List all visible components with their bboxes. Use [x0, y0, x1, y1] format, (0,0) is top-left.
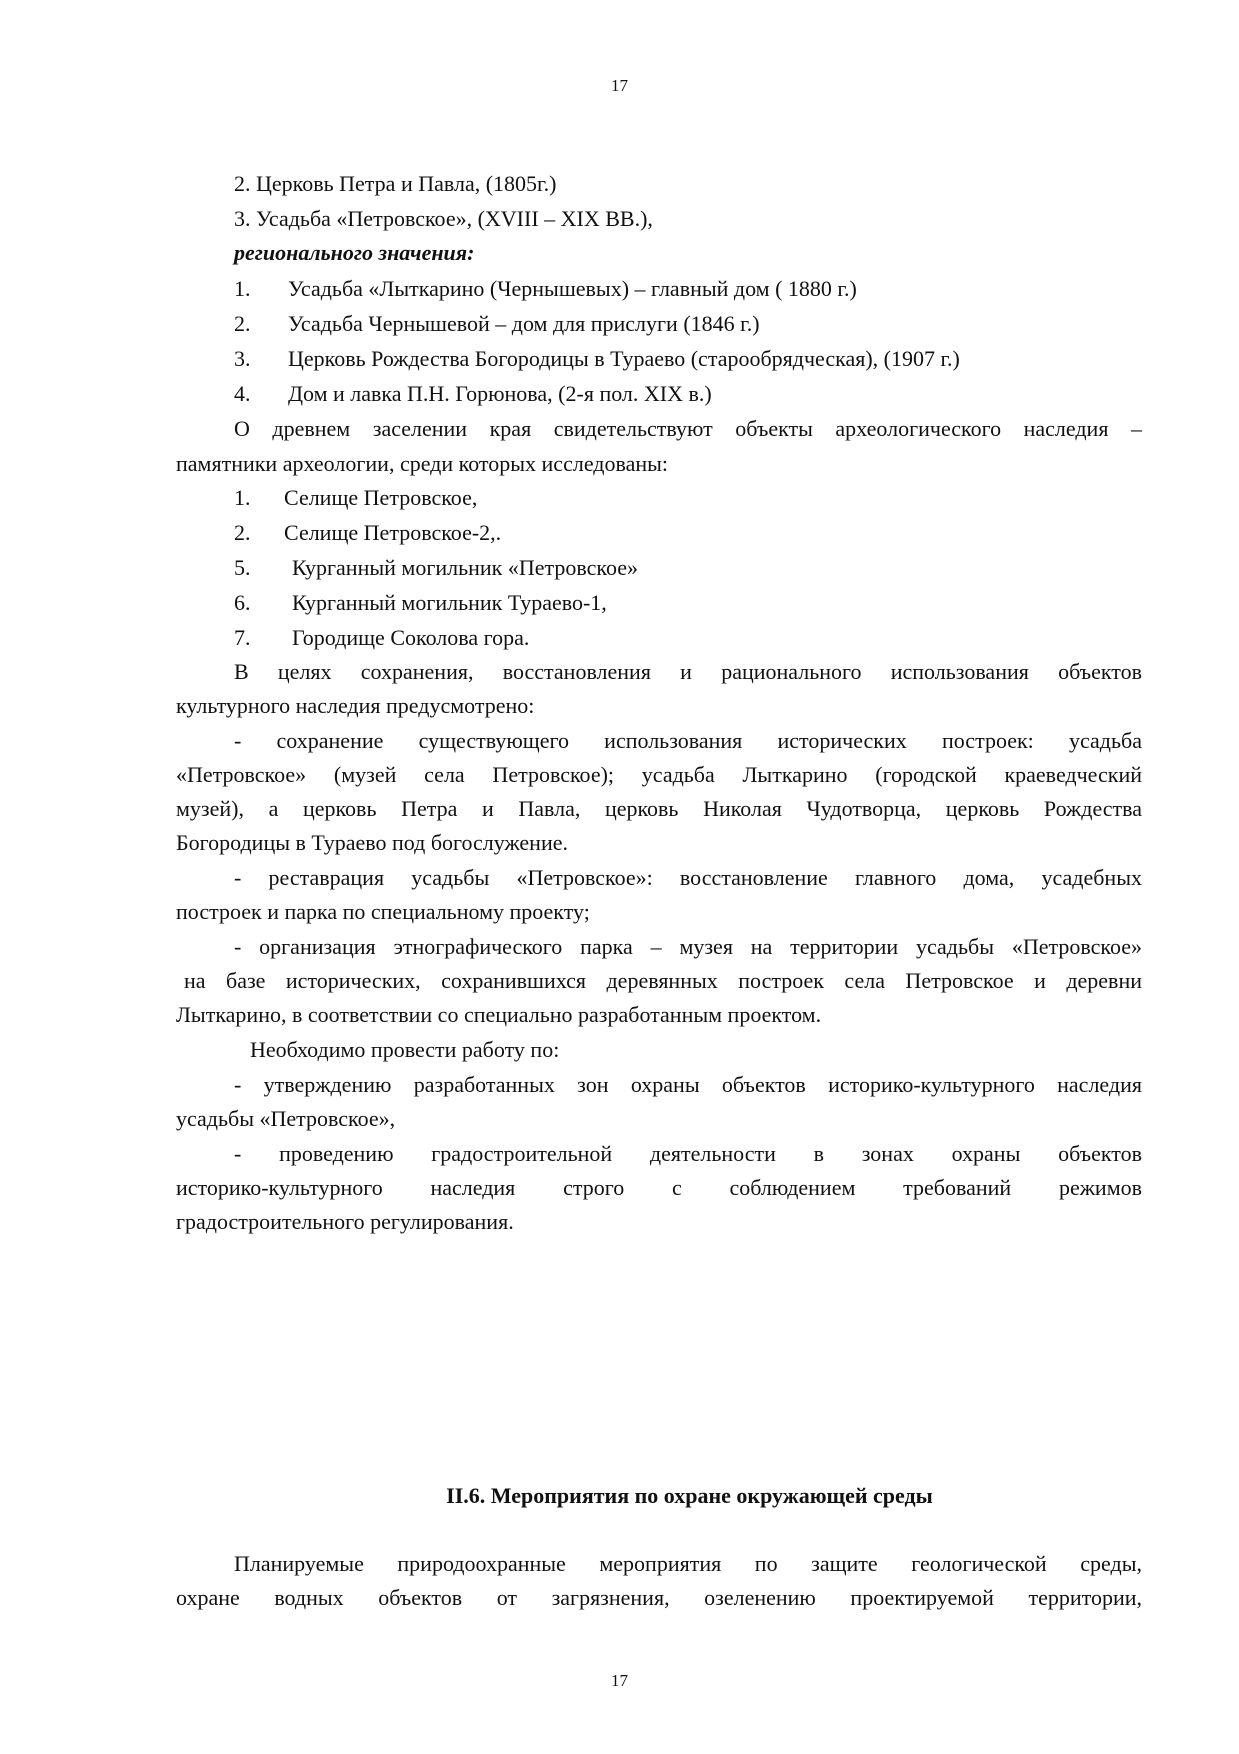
list-item: Дом и лавка П.Н. Горюнова, (2-я пол. XIX в.)	[288, 381, 712, 406]
list-item: Курганный могильник «Петровское»	[292, 555, 639, 580]
paragraph-line: Лыткарино, в соответствии со специально разработанным проектом.	[176, 1002, 822, 1027]
section-heading: II.6. Мероприятия по охране окружающей среды	[446, 1483, 933, 1508]
paragraph-line: Необходимо провести работу по:	[250, 1037, 560, 1062]
paragraph-line: - утверждению разработанных зон охраны объектов историко-культурного наследия	[234, 1072, 1142, 1097]
list-number: 6.	[234, 590, 251, 615]
paragraph-line: музей), а церковь Петра и Павла, церковь Николая Чудотворца, церковь Рождества	[176, 796, 1142, 821]
list-number: 1.	[234, 485, 251, 510]
paragraph-line: - проведению градостроительной деятельности в зонах охраны объектов	[234, 1141, 1142, 1166]
federal-item: 3. Усадьба «Петровское», (XVIII – XIX ВВ.),	[234, 206, 653, 231]
paragraph-line: - сохранение существующего использования исторических построек: усадьба	[234, 728, 1142, 753]
list-item: Курганный могильник Тураево-1,	[292, 590, 607, 615]
list-item: Усадьба Чернышевой – дом для прислуги (1846 г.)	[288, 311, 760, 336]
paragraph-line: Планируемые природоохранные мероприятия по защите геологической среды,	[234, 1551, 1142, 1576]
paragraph-line: Богородицы в Тураево под богослужение.	[176, 830, 568, 855]
list-item: Селище Петровское,	[284, 485, 478, 510]
federal-item: 2. Церковь Петра и Павла, (1805г.)	[234, 171, 557, 196]
list-number: 1.	[234, 276, 251, 301]
list-number: 5.	[234, 555, 251, 580]
list-item: Церковь Рождества Богородицы в Тураево (старообрядческая), (1907 г.)	[288, 346, 960, 371]
list-number: 3.	[234, 346, 251, 371]
list-item: Городище Соколова гора.	[292, 625, 530, 650]
list-number: 4.	[234, 381, 251, 406]
list-number: 7.	[234, 625, 251, 650]
paragraph-line: построек и парка по специальному проекту;	[176, 899, 590, 924]
paragraph-line: охране водных объектов от загрязнения, озеленению проектируемой территории,	[176, 1585, 1142, 1610]
paragraph-line: усадьбы «Петровское»,	[176, 1106, 396, 1131]
paragraph-line: градостроительного регулирования.	[176, 1209, 514, 1234]
paragraph-line: - реставрация усадьбы «Петровское»: восстановление главного дома, усадебных	[234, 865, 1142, 890]
page-number-bottom: 17	[611, 1671, 628, 1690]
list-number: 2.	[234, 311, 251, 336]
page-number-top: 17	[611, 76, 628, 95]
paragraph-line: «Петровское» (музей села Петровское); усадьба Лыткарино (городской краеведческий	[176, 762, 1142, 787]
regional-heading: регионального значения:	[234, 240, 475, 265]
list-item: Селище Петровское-2,.	[284, 520, 502, 545]
list-number: 2.	[234, 520, 251, 545]
paragraph-line: памятники археологии, среди которых исследованы:	[176, 451, 669, 476]
paragraph-line: на базе исторических, сохранившихся деревянных построек села Петровское и деревни	[184, 968, 1142, 993]
paragraph-line: культурного наследия предусмотрено:	[176, 693, 535, 718]
paragraph-line: В целях сохранения, восстановления и рационального использования объектов	[234, 659, 1142, 684]
paragraph-line: историко-культурного наследия строго с соблюдением требований режимов	[176, 1175, 1142, 1200]
list-item: Усадьба «Лыткарино (Чернышевых) – главный дом ( 1880 г.)	[288, 276, 857, 301]
paragraph-line: - организация этнографического парка – музея на территории усадьбы «Петровское»	[234, 934, 1142, 959]
paragraph-line: О древнем заселении края свидетельствуют объекты археологического наследия –	[234, 416, 1142, 441]
